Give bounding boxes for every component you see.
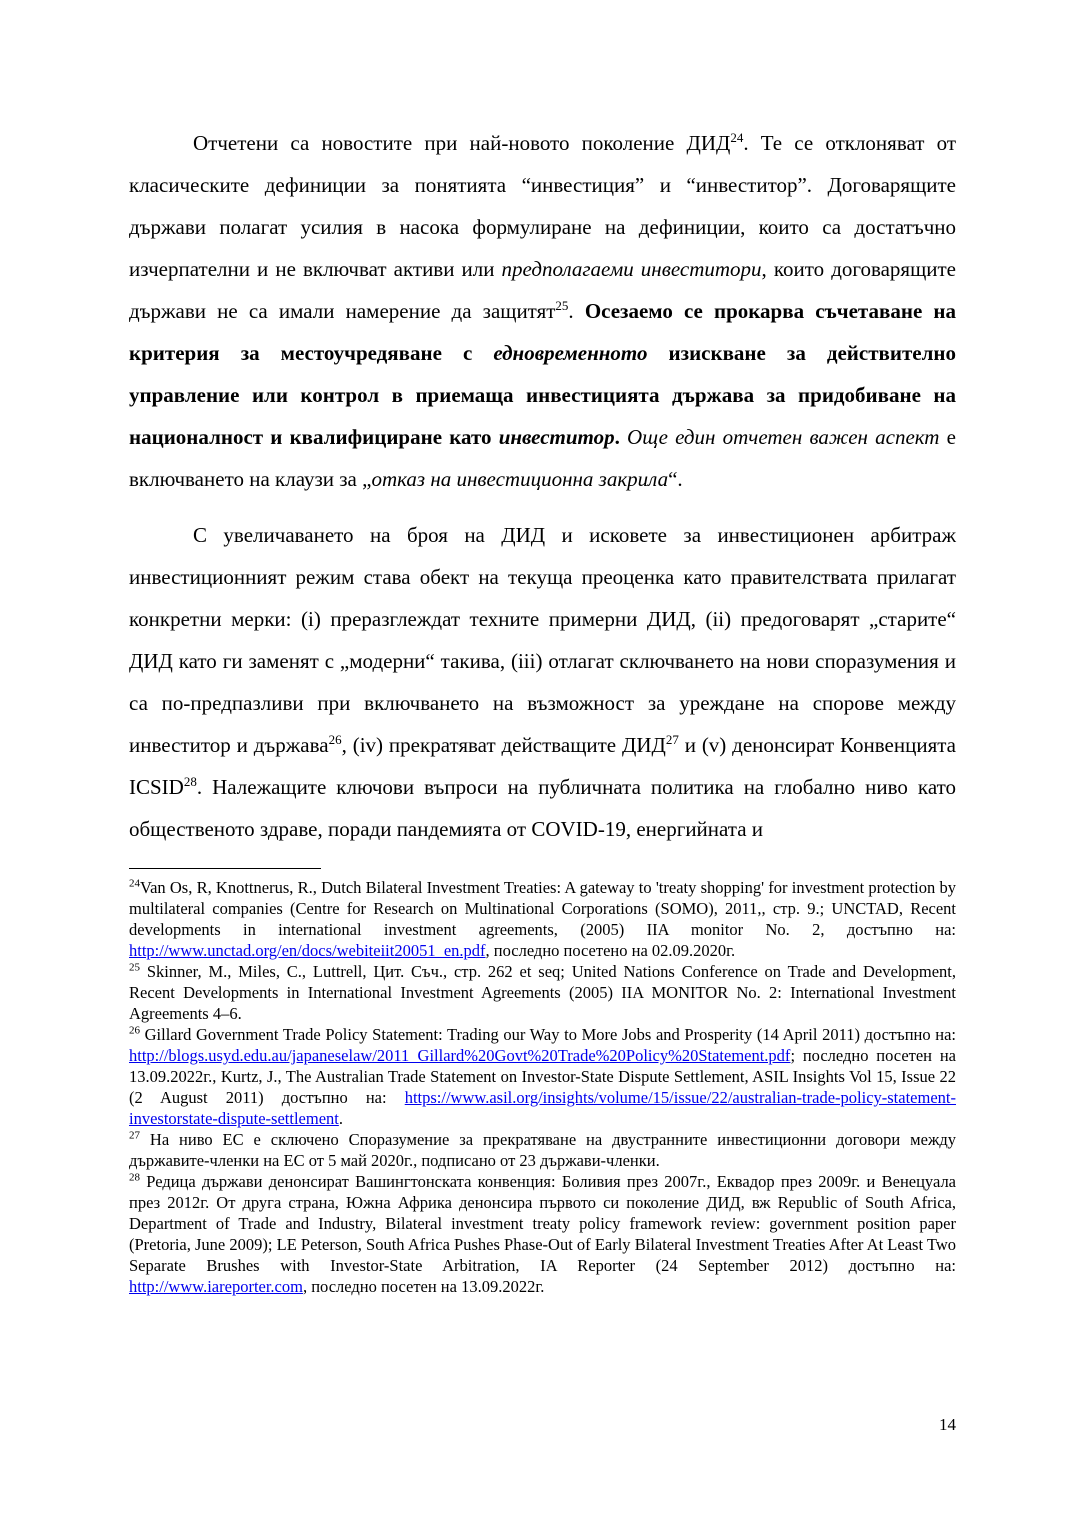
footnote-28-number: 28 <box>129 1171 140 1184</box>
footnote-ref-24: 24 <box>730 130 744 145</box>
text-run: “. <box>668 467 683 491</box>
footnote-28 <box>129 1171 956 1297</box>
text-run-bold: изискване за действително управление или контрол в приемаща инвестицията държава за придобиване на националност и квалифициране като <box>129 341 957 449</box>
footnote-text: Van Os, R, Knottnerus, R., Dutch Bilateral Investment Treaties: A gateway to 'treaty shopping' for investment protection by multilateral companies (Centre for Research on Multinational Corporations (SOMO), 2011,, стр. 9.; UNCTAD, Recent developments in international investment agreements, (2005) IIA monitor No. 2, достъпно на: <box>129 878 956 939</box>
footnote-text: Gillard Government Trade Policy Statement: Trading our Way to More Jobs and Prosperity (14 April 2011) достъпно на: <box>140 1025 956 1044</box>
footnote-text: , последно посетен на 13.09.2022г. <box>302 1277 545 1296</box>
footnote-ref-28: 28 <box>183 774 197 789</box>
footnote-25 <box>129 961 956 1024</box>
footnote-26-link-1[interactable]: http://blogs.usyd.edu.au/japaneselaw/2011_Gillard%20Govt%20Trade%20Policy%20Statement.pdf <box>129 1046 791 1065</box>
footnote-24 <box>129 877 956 961</box>
footnote-text: ; последно посетен на 13.09.2022г., Kurtz, J., The Australian Trade Statement on Investor-State Dispute Settlement, ASIL Insights Vol 15, Issue 22 (2 August 2011) достъпно на: <box>129 1046 956 1107</box>
text-run: , (iv) прекратяват действащите ДИД <box>341 733 666 757</box>
footnote-ref-25: 25 <box>555 298 569 313</box>
text-run: и (v) денонсират Конвенцията ICSID <box>129 733 956 799</box>
page-number: 14 <box>939 1415 956 1434</box>
text-run: е включването на клаузи за „ <box>129 425 956 491</box>
text-run-bold: Осезаемо се прокарва съчетаване на критерия за местоучредяване с <box>129 299 956 365</box>
footnote-separator <box>129 868 321 869</box>
text-run-bold-italic: инвеститор <box>498 425 615 449</box>
footnotes-section <box>129 877 956 1297</box>
footnote-27-number: 27 <box>129 1129 140 1142</box>
footnote-text: , последно посетено на 02.09.2020г. <box>485 941 736 960</box>
text-run-bold-italic: едновременното <box>493 341 648 365</box>
text-run-bold: . <box>614 425 628 449</box>
footnote-27 <box>129 1129 956 1171</box>
footnote-text: Редица държави денонсират Вашингтонската конвенция: Боливия през 2007г., Еквадор през 2009г. и Венецуала през 2012г. От друга страна, Южна Африка денонсира първото си поколение ДИД, вж Republic of South Africa, Department of Trade and Industry, Bilateral investment treaty policy framework review: government position paper (Pretoria, June 2009); LE Peterson, South Africa Pushes Phase-Out of Early Bilateral Investment Treaties After At Least Two Separate Brushes with Investor-State Arbitration, IA Reporter (24 September 2012) достъпно на: <box>129 1172 956 1275</box>
footnote-28-link[interactable]: http://www.iareporter.com <box>129 1277 303 1296</box>
text-run: Отчетени са новостите при най-новото поколение ДИД <box>193 131 731 155</box>
footnote-26-number: 26 <box>129 1024 140 1037</box>
footnote-26-link-2[interactable]: https://www.asil.org/insights/volume/15/issue/22/australian-trade-policy-statement-investorstate-dispute-settlement <box>129 1088 956 1128</box>
footnote-24-link[interactable]: http://www.unctad.org/en/docs/webiteiit20051_en.pdf <box>129 941 486 960</box>
text-run-italic: отказ на инвестиционна закрила <box>371 467 669 491</box>
text-run-italic: Още един отчетен важен аспект <box>627 425 940 449</box>
text-run: . Належащите ключови въпроси на публичната политика на глобално ниво като общественото здраве, поради пандемията от COVID-19, енергийната и <box>129 775 956 841</box>
footnote-text: . <box>338 1109 343 1128</box>
text-run-italic: предполагаеми инвеститори <box>501 257 762 281</box>
footnote-ref-27: 27 <box>665 732 679 747</box>
footnote-26 <box>129 1024 956 1129</box>
text-run: . Те се отклоняват от класическите дефиниции за понятията “инвестиция” и “инвеститор”. Договарящите държави полагат усилия в насока формулиране на дефиниции, които са достатъчно изчерпателни и не включват активи или <box>129 131 956 281</box>
footnote-text: На ниво ЕС е сключено Споразумение за прекратяване на двустранните инвестиционни договори между държавите-членки на ЕС от 5 май 2020г., подписано от 23 държави-членки. <box>129 1130 956 1170</box>
text-run: С увеличаването на броя на ДИД и исковете за инвестиционен арбитраж инвестиционният режим става обект на текуща преоценка като правителствата прилагат конкретни мерки: (i) преразглеждат техните примерни ДИД, (ii) предоговарят „старите“ ДИД като ги заменят с „модерни“ такива, (iii) отлагат сключването на нови споразумения и са по-предпазливи при включването на възможност за уреждане на спорове между инвеститор и държава <box>129 523 956 757</box>
footnote-ref-26: 26 <box>328 732 342 747</box>
text-run: . <box>568 299 585 323</box>
footnote-text: Skinner, M., Miles, C., Luttrell, Цит. Съч., стр. 262 et seq; United Nations Conference on Trade and Development, Recent Developments in International Investment Agreements (2005) IIA MONITOR No. 2: International Investment Agreements 4–6. <box>129 962 956 1023</box>
paragraph-2 <box>129 514 956 850</box>
paragraph-1 <box>129 122 956 500</box>
text-run: , които договарящите държави не са имали намерение да защитят <box>129 257 956 323</box>
footnote-24-number: 24 <box>129 877 140 890</box>
footnote-25-number: 25 <box>129 961 140 974</box>
